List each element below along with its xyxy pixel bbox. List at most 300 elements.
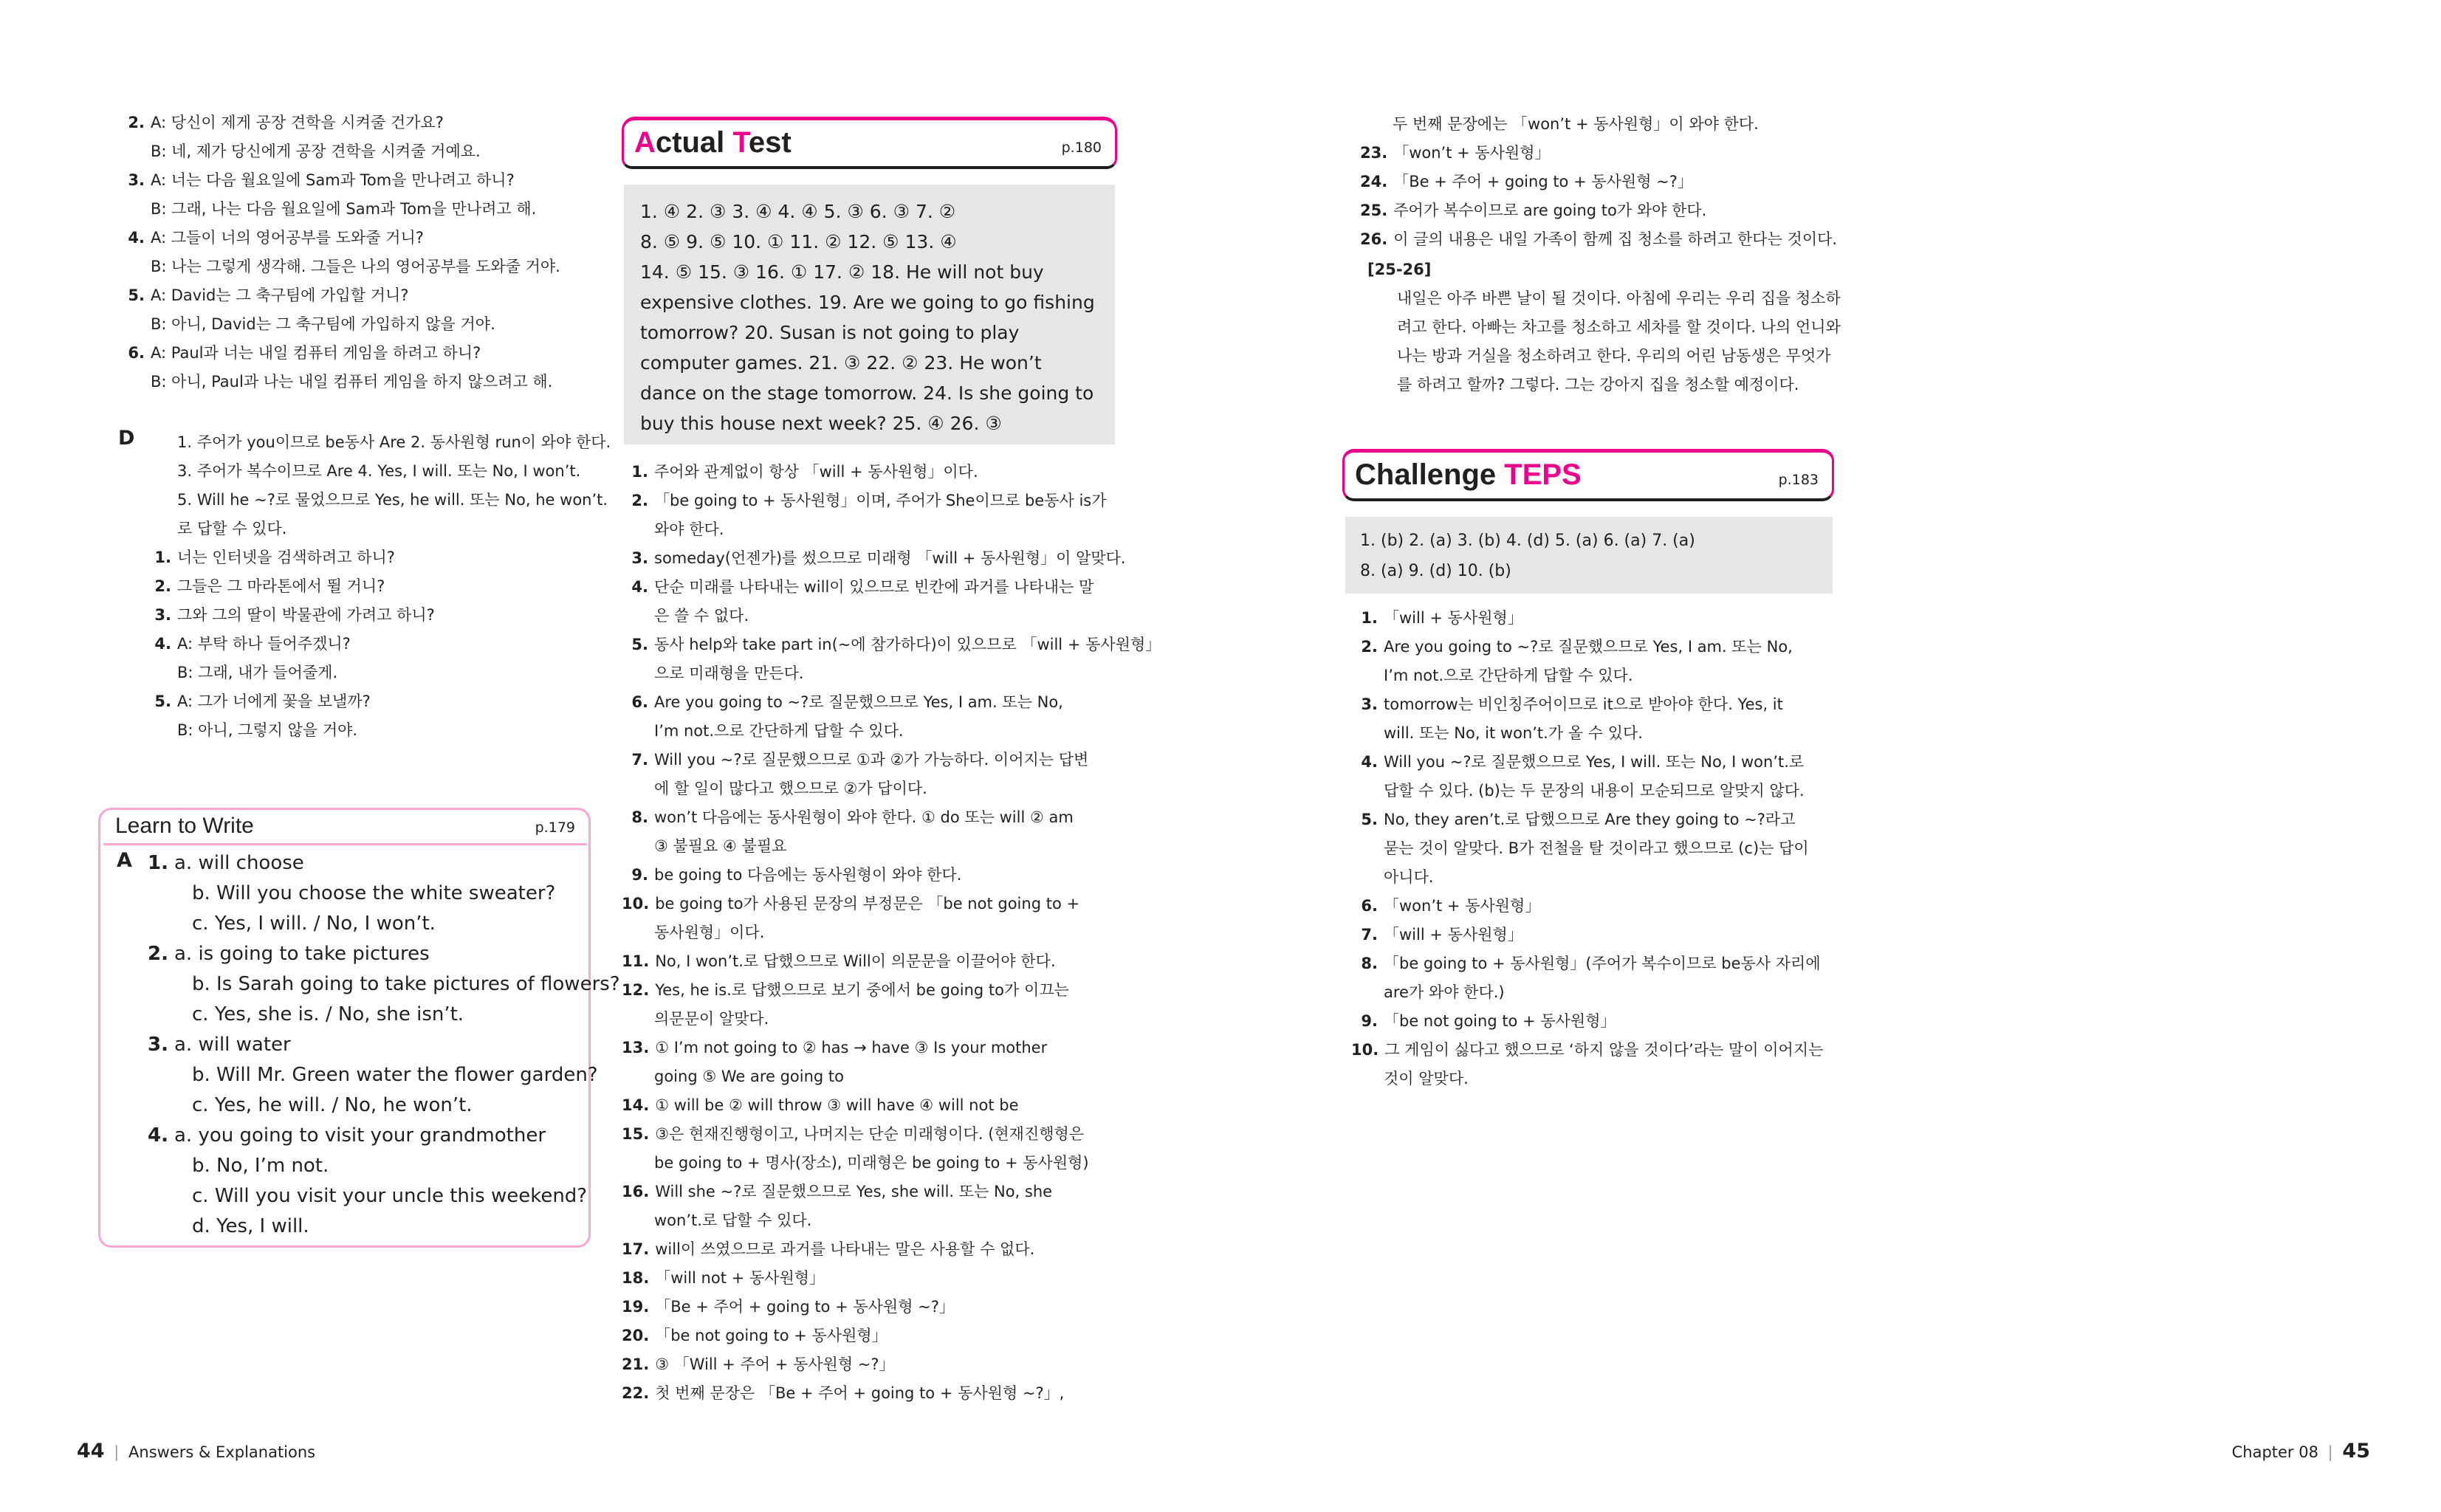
explanation-line-text: No, they aren’t.로 답했으므로 Are they going to ~?라고 <box>1384 811 1796 828</box>
answer-line <box>145 543 602 572</box>
explanation-line-number <box>1351 662 1378 690</box>
explanation-line-number: 18. <box>622 1269 650 1287</box>
explanation-line-number: 3. <box>1361 695 1378 713</box>
explanation-line-number: 4. <box>631 578 648 596</box>
answer-key-line: buy this house next week? 25. ④ 26. ③ <box>640 413 1002 434</box>
actual-test-title-rest1: ctual <box>655 126 733 159</box>
explanation-line-text: someday(언젠가)를 썼으므로 미래형 「will + 동사원형」이 알맞다. <box>654 549 1126 567</box>
answer-line <box>145 716 602 745</box>
explanation-line-number: 11. <box>622 952 650 970</box>
explanation-line <box>622 1322 1116 1350</box>
learn-to-write-line-number <box>142 1060 168 1090</box>
learn-to-write-letter: A <box>117 849 132 872</box>
explanation-line <box>622 1379 1116 1408</box>
answer-line-number: 2. <box>128 114 145 131</box>
explanation-line-number: 24. <box>1360 173 1388 190</box>
explanation-line-text: 두 번째 문장에는 「won’t + 동사원형」이 와야 한다. <box>1393 115 1759 133</box>
challenge-teps-title <box>1355 458 1582 492</box>
answer-line-text: A: Paul과 너는 내일 컴퓨터 게임을 하려고 하니? <box>151 344 481 362</box>
explanation-line <box>622 487 1116 515</box>
section-letter-d: D <box>118 427 135 450</box>
explanation-line-text: 「Be + 주어 + going to + 동사원형 ~?」 <box>1393 173 1693 190</box>
explanation-line-text: 「be not going to + 동사원형」 <box>655 1327 888 1344</box>
answer-line-number <box>118 368 145 396</box>
actual-test-explanations <box>622 458 1161 1408</box>
explanation-line-number <box>622 717 648 746</box>
explanation-line-number: 14. <box>622 1096 650 1114</box>
explanation-line <box>622 602 1116 630</box>
answer-line <box>118 137 591 166</box>
explanation-line-number <box>1351 1065 1378 1093</box>
answer-line <box>118 368 591 396</box>
answer-line-text: A: 그들이 너의 영어공부를 도와줄 거니? <box>151 229 424 247</box>
explanation-line-number <box>622 918 648 947</box>
answer-line <box>118 166 591 195</box>
explanation-line <box>622 1005 1116 1034</box>
explanation-line-number: 12. <box>622 981 650 999</box>
answer-line-text: 1. 주어가 you이므로 be동사 Are 2. 동사원형 run이 와야 한다. <box>177 433 611 451</box>
learn-to-write-line <box>142 909 577 939</box>
explanation-line-number: 10. <box>1351 1041 1379 1059</box>
actual-test-title-t: T <box>732 126 749 159</box>
explanation-line-text: 에 할 일이 많다고 했으므로 ②가 답이다. <box>654 780 927 797</box>
explanation-line-number: 25. <box>1360 202 1388 219</box>
learn-to-write-line-number <box>142 969 168 1000</box>
explanation-line-text: ③은 현재진행형이고, 나머지는 단순 미래형이다. (현재진행형은 <box>655 1125 1085 1143</box>
explanation-line-text: won’t 다음에는 동사원형이 와야 한다. ① do 또는 will ② am <box>654 808 1074 826</box>
explanation-line-text: 그 게임이 싫다고 했으므로 ‘하지 않을 것이다’라는 말이 이어지는 <box>1384 1041 1824 1059</box>
explanation-line-number <box>1360 110 1387 139</box>
explanation-line-text: 동사 help와 take part in(~에 참가하다)이 있으므로 「will + 동사원형」 <box>654 636 1161 653</box>
explanation-line-number: 7. <box>631 751 648 769</box>
explanation-line <box>622 1149 1116 1178</box>
answer-key-line: 14. ⑤ 15. ③ 16. ① 17. ② 18. He will not buy <box>640 261 1044 283</box>
passage-line: 를 하려고 할까? 그렇다. 그는 강아지 집을 청소할 예정이다. <box>1397 376 1799 394</box>
learn-to-write-line <box>142 1090 577 1121</box>
explanation-line <box>622 861 1116 890</box>
learn-to-write-page-ref: p.179 <box>535 819 575 836</box>
explanation-line-text: 첫 번째 문장은 「Be + 주어 + going to + 동사원형 ~?」, <box>655 1384 1065 1402</box>
explanation-line <box>622 1091 1116 1120</box>
explanation-line-number: 21. <box>622 1355 650 1373</box>
explanation-line-number: 2. <box>631 492 648 509</box>
learn-to-write-line <box>142 1151 577 1181</box>
explanation-line-text: No, I won’t.로 답했으므로 Will이 의문문을 이끌어야 한다. <box>655 952 1056 970</box>
passage-label: [25-26] <box>1367 261 1432 278</box>
explanation-line-text: 으로 미래형을 만든다. <box>654 664 804 682</box>
answer-line-text: B: 아니, 그렇지 않을 거야. <box>177 721 358 739</box>
explanation-line-text: 「be not going to + 동사원형」 <box>1384 1012 1616 1030</box>
explanation-line-text: 「will + 동사원형」 <box>1384 609 1523 627</box>
explanation-line <box>622 544 1126 573</box>
answer-line-text: 너는 인터넷을 검색하려고 하니? <box>177 549 395 566</box>
passage-translation <box>1397 284 1840 399</box>
explanation-line-number: 26. <box>1360 230 1388 248</box>
explanation-line-number: 15. <box>622 1125 650 1143</box>
explanation-line <box>1351 863 1839 892</box>
explanation-line-number: 17. <box>622 1240 650 1258</box>
answer-line-text: 5. Will he ~?로 물었으므로 Yes, he will. 또는 No, he won’t. <box>177 491 608 509</box>
explanation-line-text: 아니다. <box>1384 868 1434 886</box>
learn-to-write-line-number: 4. <box>148 1124 168 1147</box>
explanation-line-text: 묻는 것이 알맞다. B가 전철을 탈 것이라고 했으므로 (c)는 답이 <box>1384 839 1809 857</box>
learn-to-write-line-number <box>142 1212 168 1242</box>
answer-line <box>118 252 591 281</box>
answer-line-number <box>118 252 145 281</box>
answer-line-text: B: 그래, 나는 다음 월요일에 Sam과 Tom을 만나려고 해. <box>151 200 537 218</box>
explanation-line-text: tomorrow는 비인칭주어이므로 it으로 받아야 한다. Yes, it <box>1384 695 1783 713</box>
answer-line <box>118 281 591 310</box>
explanation-line <box>622 573 1116 602</box>
learn-to-write-line <box>142 1121 577 1151</box>
explanation-line <box>622 918 1116 947</box>
explanation-line <box>1351 978 1839 1007</box>
explanation-line-text: 「will + 동사원형」 <box>1384 926 1523 944</box>
explanation-line <box>622 515 1116 544</box>
answer-line-text: A: 부탁 하나 들어주겠니? <box>177 635 351 653</box>
learn-to-write-line-text: c. Yes, he will. / No, he won’t. <box>192 1094 473 1116</box>
answer-line <box>145 428 611 457</box>
explanation-line-number <box>1351 978 1378 1007</box>
learn-to-write-line-number <box>142 1151 168 1181</box>
explanation-line-number: 5. <box>631 636 648 653</box>
explanation-line <box>1351 777 1839 805</box>
explanation-line-text: won’t.로 답할 수 있다. <box>654 1212 812 1229</box>
explanation-line <box>1351 1007 1839 1036</box>
learn-to-write-line <box>142 1212 577 1242</box>
footer-left-divider: | <box>114 1443 120 1461</box>
passage-line: 려고 한다. 아빠는 차고를 청소하고 세차를 할 것이다. 나의 언니와 <box>1397 318 1841 336</box>
explanation-line-number: 4. <box>1361 753 1378 771</box>
explanation-line <box>622 1062 1116 1091</box>
explanation-line <box>622 1235 1116 1264</box>
explanation-line-number <box>1351 719 1378 748</box>
answer-line-text: 3. 주어가 복수이므로 Are 4. Yes, I will. 또는 No, I won’t. <box>177 462 581 480</box>
explanation-line-text: Yes, he is.로 답했으므로 보기 중에서 be going to가 이끄는 <box>655 981 1069 999</box>
explanation-line-text: will. 또는 No, it won’t.가 올 수 있다. <box>1384 724 1643 742</box>
explanation-line <box>1360 225 1840 254</box>
explanation-line <box>1351 719 1839 748</box>
answer-line <box>145 572 602 601</box>
learn-to-write-line-number: 2. <box>148 943 168 965</box>
explanation-line-number: 13. <box>622 1039 650 1056</box>
learn-to-write-line <box>142 969 620 1000</box>
learn-to-write-line <box>142 939 577 969</box>
answer-line-number <box>118 195 145 224</box>
explanation-line <box>622 1120 1116 1149</box>
explanation-line-text: 동사원형」이다. <box>654 924 765 941</box>
learn-to-write-line-number: 3. <box>148 1034 168 1056</box>
explanation-line-number <box>622 515 648 544</box>
explanation-line-text: 와야 한다. <box>654 520 724 538</box>
learn-to-write-line-number <box>142 879 168 909</box>
explanation-line-number: 1. <box>631 463 648 481</box>
actual-test-title-rest2: est <box>748 126 792 159</box>
explanation-line-text: be going to가 사용된 문장의 부정문은 「be not going to + <box>655 895 1080 913</box>
explanation-line <box>1351 662 1839 690</box>
explanation-line-text: 은 쓸 수 없다. <box>654 607 749 625</box>
explanation-line-number <box>622 1062 648 1091</box>
learn-to-write-line-text: b. Is Sarah going to take pictures of flowers? <box>192 973 620 995</box>
answer-key-line: 8. ⑤ 9. ⑤ 10. ① 11. ② 12. ⑤ 13. ④ <box>640 231 957 252</box>
explanation-line <box>1351 633 1839 662</box>
answer-key-line: expensive clothes. 19. Are we going to go fishing <box>640 292 1095 313</box>
actual-test-answer-key <box>624 185 1115 444</box>
explanation-line-number: 3. <box>631 549 648 567</box>
answer-line-number <box>145 659 171 687</box>
learn-to-write-header <box>103 811 587 845</box>
answer-line-number <box>145 457 171 486</box>
explanation-line <box>1351 1065 1839 1093</box>
explanation-line-text: ③ 「Will + 주어 + 동사원형 ~?」 <box>655 1355 895 1373</box>
explanation-line-number <box>622 602 648 630</box>
footer-right-divider: | <box>2327 1443 2333 1461</box>
explanation-line-text: be going to 다음에는 동사원형이 와야 한다. <box>654 866 962 884</box>
learn-to-write-line-text: c. Yes, I will. / No, I won’t. <box>192 913 436 935</box>
explanation-line-text: Are you going to ~?로 질문했으므로 Yes, I am. 또는 No, <box>1384 638 1793 656</box>
explanation-line <box>622 832 1116 861</box>
explanation-line-number: 1. <box>1361 609 1378 627</box>
explanation-line-text: I’m not.으로 간단하게 답할 수 있다. <box>1384 667 1633 684</box>
explanation-line-number: 7. <box>1361 926 1378 944</box>
explanation-line-text: I’m not.으로 간단하게 답할 수 있다. <box>654 722 904 740</box>
answer-line-text: B: 그래, 내가 들어줄게. <box>177 664 338 681</box>
answer-line-number <box>118 310 145 339</box>
answer-line-number: 1. <box>154 549 171 566</box>
answer-line-number: 6. <box>128 344 145 362</box>
answer-line-text: B: 아니, David는 그 축구팀에 가입하지 않을 거야. <box>151 315 495 333</box>
explanation-line <box>622 1206 1116 1235</box>
explanation-line-number <box>622 1149 648 1178</box>
answer-line <box>145 457 602 486</box>
explanation-line <box>622 1293 1116 1322</box>
answer-line-text: 로 답할 수 있다. <box>177 520 287 537</box>
explanation-line <box>622 1178 1116 1206</box>
learn-to-write-line <box>142 848 577 879</box>
explanation-line-text: 단순 미래를 나타내는 will이 있으므로 빈칸에 과거를 나타내는 말 <box>654 578 1094 596</box>
answer-line-number: 2. <box>154 577 171 595</box>
answer-line <box>118 224 591 252</box>
answer-key-line: 1. (b) 2. (a) 3. (b) 4. (d) 5. (a) 6. (a) 7. (a) <box>1360 532 1695 550</box>
answer-line <box>145 630 602 659</box>
explanation-line <box>1351 921 1839 949</box>
learn-to-write-line-text: a. will water <box>174 1034 291 1056</box>
answer-line-text: A: 당신이 제게 공장 견학을 시켜줄 건가요? <box>151 114 444 131</box>
explanation-line-number: 8. <box>631 808 648 826</box>
explanation-line-number <box>1351 777 1378 805</box>
explanation-line <box>1351 604 1839 633</box>
answer-line-number: 4. <box>154 635 171 653</box>
explanation-line <box>622 976 1116 1005</box>
answer-line-number <box>118 137 145 166</box>
explanation-line-number: 2. <box>1361 638 1378 656</box>
explanation-line-number: 9. <box>1361 1012 1378 1030</box>
explanation-line-text: Are you going to ~?로 질문했으므로 Yes, I am. 또는 No, <box>654 693 1063 711</box>
answer-line <box>145 659 602 687</box>
explanation-line <box>1351 805 1839 834</box>
explanation-line-number: 9. <box>631 866 648 884</box>
actual-test-header <box>622 117 1117 169</box>
explanation-line-text: 주어가 복수이므로 are going to가 와야 한다. <box>1393 202 1707 219</box>
footer-right-label: Chapter 08 <box>2231 1443 2318 1461</box>
explanation-line-text: 「won’t + 동사원형」 <box>1384 897 1541 915</box>
learn-to-write-line-number <box>142 1090 168 1121</box>
learn-to-write-line-number: 1. <box>148 852 168 874</box>
explanation-line-text: Will you ~?로 질문했으므로 Yes, I will. 또는 No, I won’t.로 <box>1384 753 1805 771</box>
explanation-line-number: 6. <box>631 693 648 711</box>
answer-line-text: B: 아니, Paul과 나는 내일 컴퓨터 게임을 하지 않으려고 해. <box>151 373 553 391</box>
explanation-line <box>622 1350 1116 1379</box>
learn-to-write-line <box>142 1030 577 1060</box>
explanation-line <box>1360 110 1840 139</box>
challenge-teps-title-1: Challenge <box>1355 458 1505 491</box>
learn-to-write-line-number <box>142 1000 168 1030</box>
learn-to-write-line-text: a. is going to take pictures <box>174 943 430 965</box>
learn-to-write-title: Learn to Write <box>115 814 254 838</box>
answer-line-text: A: 그가 너에게 꽃을 보낼까? <box>177 693 371 710</box>
explanation-line-text: 「will not + 동사원형」 <box>655 1269 825 1287</box>
explanation-line-text: be going to + 명사(장소), 미래형은 be going to + 동사원형) <box>654 1154 1089 1172</box>
learn-to-write-line-number <box>142 1181 168 1212</box>
explanation-line-text: Will she ~?로 질문했으므로 Yes, she will. 또는 No, she <box>655 1183 1053 1200</box>
explanation-line <box>622 1264 1116 1293</box>
passage-line: 나는 방과 거실을 청소하려고 한다. 우리의 어린 남동생은 무엇가 <box>1397 347 1831 365</box>
learn-to-write-line-number <box>142 909 168 939</box>
actual-test-title <box>634 126 792 159</box>
answer-line-number: 5. <box>128 286 145 304</box>
explanation-line <box>622 688 1116 717</box>
answer-line-text: B: 네, 제가 당신에게 공장 견학을 시켜줄 거예요. <box>151 142 481 160</box>
right-top-explanations <box>1360 110 1840 254</box>
explanation-line <box>622 717 1116 746</box>
explanation-line-text: 것이 알맞다. <box>1384 1070 1469 1087</box>
explanation-line <box>1351 748 1839 777</box>
explanation-line-number: 20. <box>622 1327 650 1344</box>
explanation-line-number: 23. <box>1360 144 1388 162</box>
answer-key-line: 1. ④ 2. ③ 3. ④ 4. ④ 5. ③ 6. ③ 7. ② <box>640 201 956 222</box>
answer-line <box>118 195 591 224</box>
explanation-line-text: 의문문이 알맞다. <box>654 1010 769 1028</box>
answer-key-line: 8. (a) 9. (d) 10. (b) <box>1360 562 1511 580</box>
explanation-line-text: ① will be ② will throw ③ will have ④ will not be <box>655 1096 1019 1114</box>
answer-line-number: 4. <box>128 229 145 247</box>
learn-to-write-line-text: b. No, I’m not. <box>192 1155 329 1177</box>
explanation-line <box>622 1034 1116 1062</box>
explanation-line <box>622 947 1116 976</box>
learn-to-write-line <box>142 879 577 909</box>
answer-line-text: 그들은 그 마라톤에서 뛸 거니? <box>177 577 385 595</box>
left-part-d <box>145 428 611 745</box>
footer-left <box>77 1440 315 1463</box>
answer-line <box>145 486 608 515</box>
learn-to-write-line-text: c. Yes, she is. / No, she isn’t. <box>192 1003 464 1025</box>
explanation-line-number: 16. <box>622 1183 650 1200</box>
explanation-line-number: 5. <box>1361 811 1378 828</box>
explanation-line-number <box>1351 863 1378 892</box>
learn-to-write-answers <box>142 848 620 1242</box>
explanation-line <box>1360 196 1840 225</box>
explanation-line <box>622 458 1116 487</box>
explanation-line-text: are가 와야 한다.) <box>1384 983 1505 1001</box>
footer-left-label: Answers & Explanations <box>128 1443 316 1461</box>
answer-line-number <box>145 515 171 543</box>
challenge-teps-explanations <box>1351 604 1839 1093</box>
answer-line <box>118 109 591 137</box>
challenge-teps-answer-key <box>1345 517 1833 594</box>
answer-line <box>118 339 591 368</box>
left-part-c <box>118 109 591 396</box>
explanation-line <box>622 774 1116 803</box>
explanation-line-text: ③ 불필요 ④ 불필요 <box>654 837 787 855</box>
learn-to-write-line <box>142 1000 577 1030</box>
explanation-line <box>622 630 1161 659</box>
answer-line <box>145 515 602 543</box>
learn-to-write-line <box>142 1060 598 1090</box>
explanation-line-text: 답할 수 있다. (b)는 두 문장의 내용이 모순되므로 알맞지 않다. <box>1384 782 1805 800</box>
explanation-line-number: 22. <box>622 1384 650 1402</box>
learn-to-write-line-text: b. Will you choose the white sweater? <box>192 882 556 904</box>
explanation-line <box>1351 949 1839 978</box>
explanation-line <box>622 890 1116 918</box>
answer-line-number: 3. <box>154 606 171 624</box>
answer-line <box>145 601 602 630</box>
answer-line-text: A: David는 그 축구팀에 가입할 거니? <box>151 286 409 304</box>
explanation-line-number <box>622 774 648 803</box>
right-page-number: 45 <box>2342 1440 2370 1463</box>
explanation-line-text: going ⑤ We are going to <box>654 1068 845 1085</box>
explanation-line-number <box>1351 834 1378 863</box>
explanation-line <box>1351 690 1839 719</box>
answer-key-line: dance on the stage tomorrow. 24. Is she going to <box>640 382 1094 404</box>
learn-to-write-line-text: c. Will you visit your uncle this weekend? <box>192 1185 588 1207</box>
explanation-line-number: 8. <box>1361 955 1378 972</box>
learn-to-write-line-text: d. Yes, I will. <box>192 1215 309 1237</box>
actual-test-title-a: A <box>634 126 656 159</box>
actual-test-page-ref: p.180 <box>1061 140 1102 156</box>
answer-line-number <box>145 716 171 745</box>
explanation-line-text: 「be going to + 동사원형」(주어가 복수이므로 be동사 자리에 <box>1384 955 1821 972</box>
explanation-line <box>622 746 1116 774</box>
explanation-line-text: 「Be + 주어 + going to + 동사원형 ~?」 <box>655 1298 955 1316</box>
explanation-line <box>622 803 1116 832</box>
footer-right <box>2232 1440 2370 1463</box>
explanation-line-number: 6. <box>1361 897 1378 915</box>
explanation-line <box>1360 139 1840 168</box>
explanation-line <box>1351 1036 1839 1065</box>
challenge-teps-header <box>1342 449 1834 501</box>
learn-to-write-line-text: b. Will Mr. Green water the flower garden? <box>192 1064 598 1086</box>
answer-line-number <box>145 486 171 515</box>
explanation-line-text: 주어와 관계없이 항상 「will + 동사원형」이다. <box>654 463 978 481</box>
explanation-line <box>622 659 1116 688</box>
explanation-line-text: ① I’m not going to ② has → have ③ Is your mother <box>655 1039 1048 1056</box>
explanation-line-text: will이 쓰였으므로 과거를 나타내는 말은 사용할 수 없다. <box>655 1240 1035 1258</box>
explanation-line-number <box>622 1206 648 1235</box>
answer-line <box>118 310 591 339</box>
explanation-line-text: 「won’t + 동사원형」 <box>1393 144 1551 162</box>
explanation-line-text: Will you ~?로 질문했으므로 ①과 ②가 가능하다. 이어지는 답변 <box>654 751 1089 769</box>
answer-key-line: tomorrow? 20. Susan is not going to play <box>640 322 1020 343</box>
explanation-line <box>1360 168 1840 196</box>
learn-to-write-line-text: a. will choose <box>174 852 304 874</box>
answer-key-line: computer games. 21. ③ 22. ② 23. He won’t <box>640 352 1042 374</box>
challenge-teps-page-ref: p.183 <box>1778 472 1819 488</box>
explanation-line-number <box>622 659 648 688</box>
explanation-line-text: 이 글의 내용은 내일 가족이 함께 집 청소를 하려고 한다는 것이다. <box>1393 230 1838 248</box>
challenge-teps-title-2: TEPS <box>1504 458 1582 491</box>
passage-line: 내일은 아주 바쁜 날이 될 것이다. 아침에 우리는 우리 집을 청소하 <box>1397 289 1841 307</box>
answer-line-text: 그와 그의 딸이 박물관에 가려고 하니? <box>177 606 435 624</box>
